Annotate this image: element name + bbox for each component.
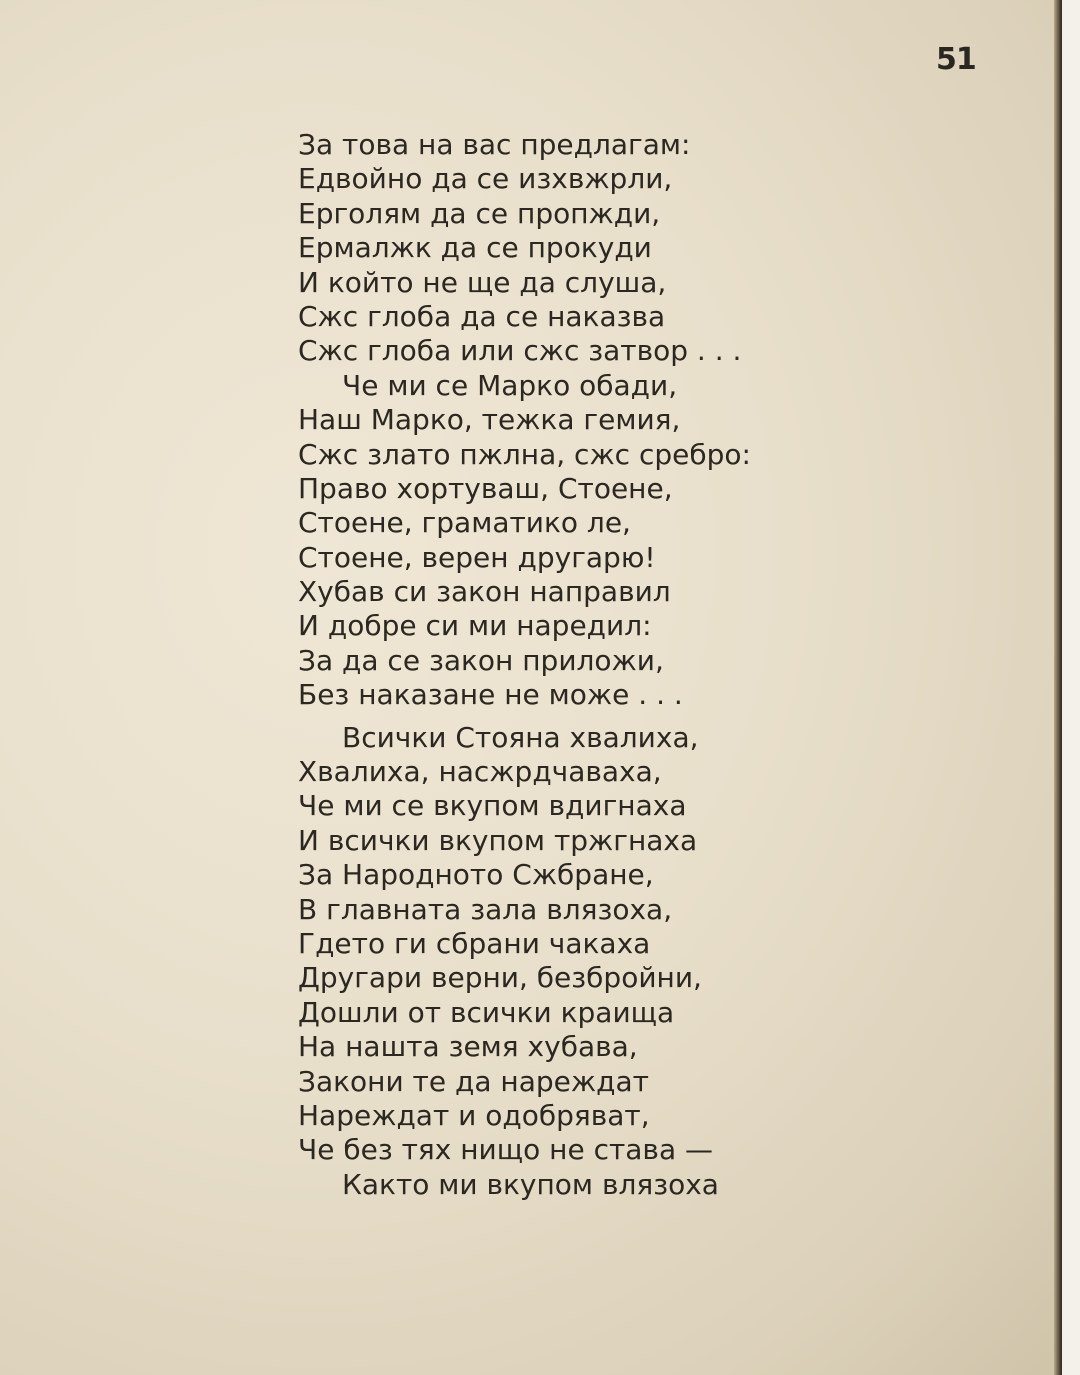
- poem-line: И всички вкупом тржгнаха: [298, 823, 698, 857]
- scan-margin: [1062, 0, 1080, 1375]
- poem-line: За Народното Сжбране,: [298, 858, 654, 892]
- poem-text: [298, 128, 751, 1202]
- poem-line: Ерголям да се пропжди,: [298, 196, 661, 230]
- poem-line: Дошли от всички краища: [298, 995, 675, 1029]
- poem-line: Че ми се Марко обади,: [342, 368, 678, 402]
- poem-line: Стоене, верен другарю!: [298, 540, 656, 574]
- poem-line: Другари верни, безбройни,: [298, 961, 702, 995]
- poem-line: И който не ще да слуша,: [298, 265, 667, 299]
- poem-line: Всички Стояна хвалиха,: [342, 720, 699, 754]
- poem-line: Гдето ги сбрани чакаха: [298, 926, 651, 960]
- poem-line: Сжс злато пжлна, сжс сребро:: [298, 437, 751, 471]
- poem-line: Едвойно да се изхвжрли,: [298, 162, 673, 196]
- page-number: 51: [936, 42, 976, 77]
- poem-line: Че ми се вкупом вдигнаха: [298, 789, 687, 823]
- poem-line: Както ми вкупом влязоха: [342, 1167, 719, 1201]
- poem-line: Че без тях нищо не става —: [298, 1133, 713, 1167]
- poem-line: Сжс глоба или сжс затвор . . .: [298, 334, 742, 368]
- poem-line: Без наказане не може . . .: [298, 678, 683, 712]
- poem-line: Право хортуваш, Стоене,: [298, 471, 673, 505]
- poem-line: За това на вас предлагам:: [298, 128, 691, 161]
- poem-line: Сжс глоба да се наказва: [298, 299, 666, 333]
- poem-line: Закони те да нареждат: [298, 1064, 649, 1098]
- poem-line: На нашта земя хубава,: [298, 1030, 638, 1064]
- poem-line: Ермалжк да се прокуди: [298, 231, 652, 265]
- poem-line: В главната зала влязоха,: [298, 892, 673, 926]
- poem-line: Наш Марко, тежка гемия,: [298, 403, 681, 437]
- poem-line: Хвалиха, насжрдчаваха,: [298, 755, 662, 789]
- poem-line: И добре си ми наредил:: [298, 609, 652, 643]
- poem-line: Стоене, граматико ле,: [298, 506, 631, 540]
- poem-line: Нареждат и одобряват,: [298, 1098, 650, 1132]
- poem-line: За да се закон приложи,: [298, 643, 664, 677]
- poem-line: Хубав си закон направил: [298, 575, 671, 609]
